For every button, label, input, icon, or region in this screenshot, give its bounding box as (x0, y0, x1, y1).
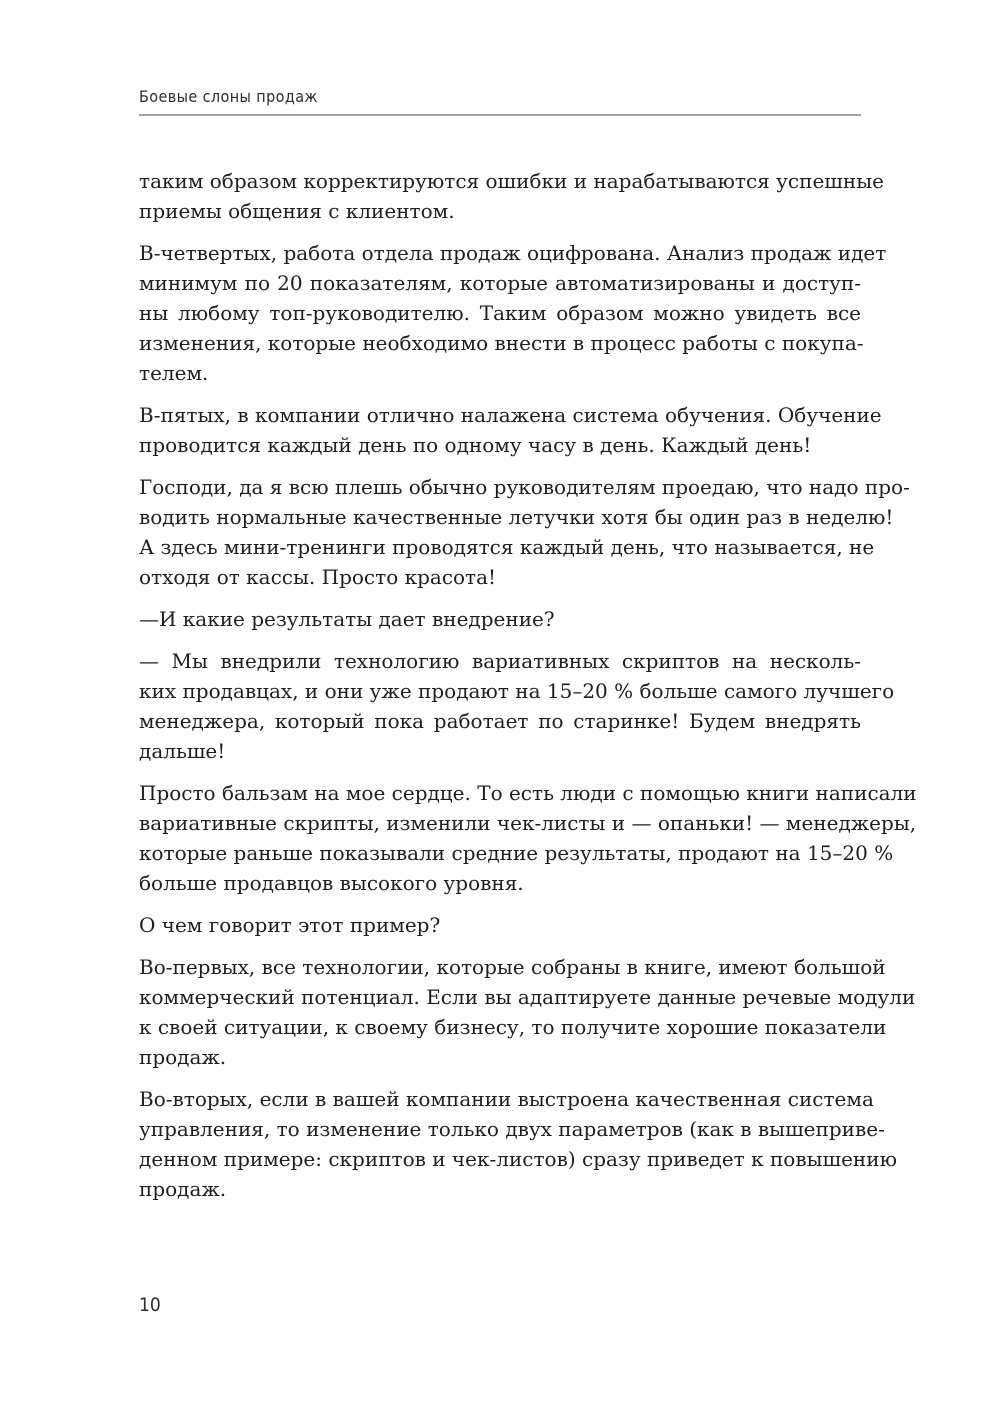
body-paragraph (139, 646, 895, 766)
text-line: — Мы внедрили технологию вариативных скриптов на несколь- (139, 649, 861, 673)
text-line: ны любому топ-руководителю. Таким образом можно увидеть все (139, 301, 861, 325)
body-paragraph (139, 952, 916, 1072)
text-line: таким образом корректируются ошибки и нарабатываются успешные (139, 169, 884, 193)
text-line: Во-первых, все технологии, которые собраны в книге, имеют большой (139, 955, 886, 979)
page-number: 10 (139, 1294, 161, 1316)
text-line: к своей ситуации, к своему бизнесу, то получите хорошие показатели (139, 1015, 887, 1039)
text-line: отходя от кассы. Просто красота! (139, 565, 497, 589)
text-line: денном примере: скриптов и чек-листов) сразу приведет к повышению (139, 1147, 898, 1171)
text-line: больше продавцов высокого уровня. (139, 871, 524, 895)
body-paragraph (139, 238, 887, 388)
text-line: вариативные скрипты, изменили чек-листы и — опаньки! — менеджеры, (139, 811, 917, 835)
text-line: менеджера, который пока работает по старинке! Будем внедрять (139, 709, 861, 733)
text-line: Господи, да я всю плешь обычно руководителям проедаю, что надо про- (139, 475, 910, 499)
text-line: водить нормальные качественные летучки хотя бы один раз в неделю! (139, 505, 894, 529)
text-line: телем. (139, 361, 209, 385)
body-paragraph (139, 166, 884, 226)
text-line: управления, то изменение только двух параметров (как в вышеприве- (139, 1117, 885, 1141)
body-paragraph (139, 778, 917, 898)
body-paragraph (139, 400, 882, 460)
text-line: ких продавцах, и они уже продают на 15–20 % больше самого лучшего (139, 679, 895, 703)
running-header-title: Боевые слоны продаж (139, 87, 318, 106)
body-paragraph (139, 472, 910, 592)
text-line: —И какие результаты дает внедрение? (139, 607, 555, 631)
text-line: В-пятых, в компании отлично налажена система обучения. Обучение (139, 403, 882, 427)
body-paragraph (139, 1084, 898, 1204)
text-line: приемы общения с клиентом. (139, 199, 455, 223)
body-paragraph (139, 604, 861, 634)
text-line: А здесь мини-тренинги проводятся каждый день, что называется, не (139, 535, 875, 559)
text-line: Просто бальзам на мое сердце. То есть люди с помощью книги написали (139, 781, 917, 805)
text-line: проводится каждый день по одному часу в день. Каждый день! (139, 433, 812, 457)
text-line: Во-вторых, если в вашей компании выстроена качественная система (139, 1087, 874, 1111)
text-line: О чем говорит этот пример? (139, 913, 441, 937)
header-divider (139, 114, 861, 116)
text-line: изменения, которые необходимо внести в процесс работы с покупа- (139, 331, 864, 355)
body-text (139, 166, 917, 1216)
text-line: коммерческий потенциал. Если вы адаптируете данные речевые модули (139, 985, 916, 1009)
text-line: дальше! (139, 739, 226, 763)
text-line: которые раньше показывали средние результаты, продают на 15–20 % (139, 841, 894, 865)
text-line: продаж. (139, 1177, 227, 1201)
text-line: В-четвертых, работа отдела продаж оцифрована. Анализ продаж идет (139, 241, 887, 265)
text-line: минимум по 20 показателям, которые автоматизированы и доступ- (139, 271, 861, 295)
body-paragraph (139, 910, 861, 940)
text-line: продаж. (139, 1045, 227, 1069)
